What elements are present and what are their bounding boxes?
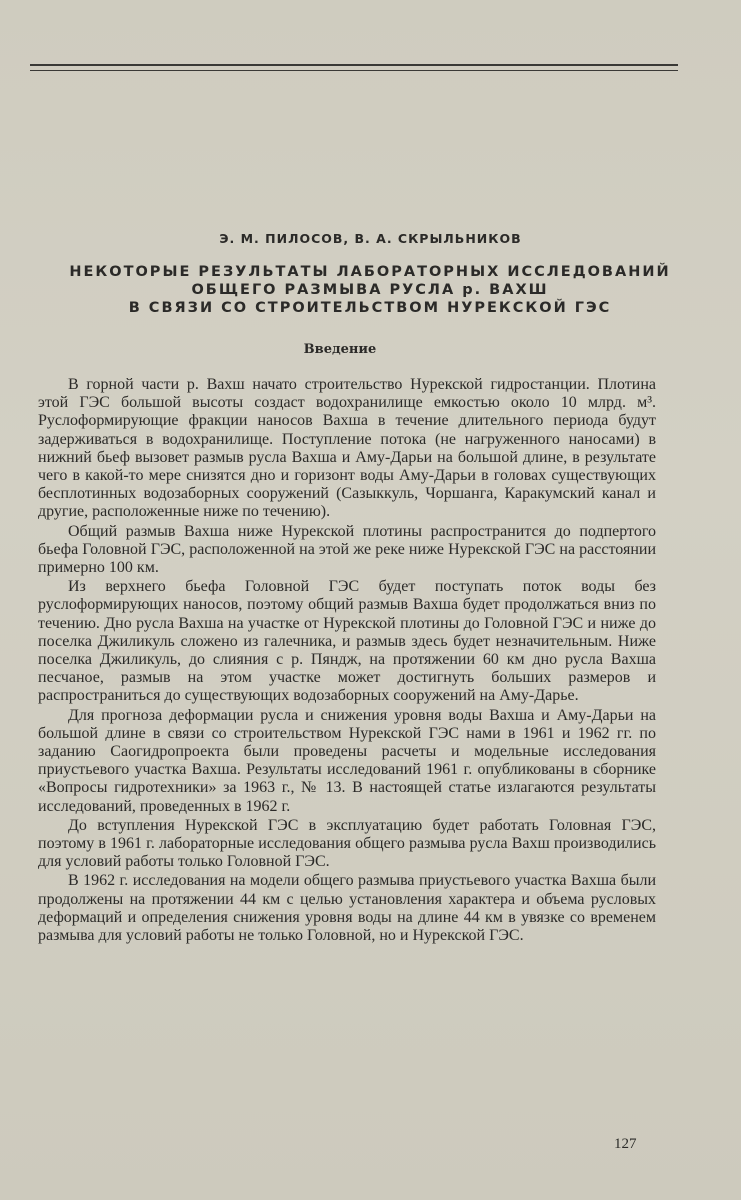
- paragraph-1: В горной части р. Вахш начато строительство Нурекской гидростанции. Плотина этой ГЭС большой высоты создаст водохранилище емкостью около 10 млрд. м³. Руслоформирующие фракции наносов Вахша в течение длительного периода будут задерживаться в водохранилище. Поступление потока (не нагруженного наносами) в нижний бьеф вызовет размыв русла Вахша и Аму-Дарьи на большой длине, в результате чего в какой-то мере снизятся дно и горизонт воды Аму-Дарьи в головах существующих бесплотинных водозаборных сооружений (Сазыккуль, Чоршанга, Каракумский канал и другие, расположенные ниже по течению).: [38, 376, 656, 521]
- page-number: 127: [614, 1136, 637, 1152]
- title-line-1: НЕКОТОРЫЕ РЕЗУЛЬТАТЫ ЛАБОРАТОРНЫХ ИССЛЕДОВАНИЙ: [69, 264, 671, 280]
- header-rule-thin: [30, 70, 678, 71]
- section-heading: Введение: [303, 342, 377, 357]
- paragraph-5: До вступления Нурекской ГЭС в эксплуатацию будет работать Головная ГЭС, поэтому в 1961 г. лабораторные исследования общего размыва русла Вахш производились для условий работы только Головной ГЭС.: [38, 816, 656, 871]
- paragraph-3: Из верхнего бьефа Головной ГЭС будет поступать поток воды без руслоформирующих наносов, поэтому общий размыв Вахша будет продолжаться вниз по течению. Дно русла Вахша на участке от Нурекской плотины до Головной ГЭС и ниже до поселка Джиликуль сложено из галечника, и размыв здесь будет незначительным. Ниже поселка Джиликуль, до слияния с р. Пяндж, на протяжении 60 км дно русла Вахша песчаное, размыв на этом участке может достигнуть больших размеров и распространиться до существующих водозаборных сооружений на Аму-Дарье.: [38, 578, 656, 705]
- header-rule-thick: [30, 64, 678, 66]
- paragraph-6: В 1962 г. исследования на модели общего размыва приустьевого участка Вахша были продолжены на протяжении 44 км с целью установления характера и объема русловых деформаций и определения снижения уровня воды на длине 44 км в увязке со временем размыва для условий работы не только Головной, но и Нурекской ГЭС.: [38, 872, 656, 945]
- article-title: [20, 263, 720, 317]
- authors-line: Э. М. ПИЛОСОВ, В. А. СКРЫЛЬНИКОВ: [219, 231, 522, 246]
- title-line-3: В СВЯЗИ СО СТРОИТЕЛЬСТВОМ НУРЕКСКОЙ ГЭС: [128, 300, 612, 316]
- article-body: [38, 376, 656, 946]
- paragraph-4: Для прогноза деформации русла и снижения уровня воды Вахша и Аму-Дарьи на большой длине в связи со строительством Нурекской ГЭС нами в 1961 и 1962 гг. по заданию Саогидропроекта были проведены расчеты и модельные исследования приустьевого участка Вахша. Результаты исследований 1961 г. опубликованы в сборнике «Вопросы гидротехники» за 1963 г., № 13. В настоящей статье излагаются результаты исследований, проведенных в 1962 г.: [38, 706, 656, 815]
- paragraph-2: Общий размыв Вахша ниже Нурекской плотины распространится до подпертого бьефа Головной ГЭС, расположенной на этой же реке ниже Нурекской ГЭС на расстоянии примерно 100 км.: [38, 522, 656, 577]
- title-line-2: ОБЩЕГО РАЗМЫВА РУСЛА р. ВАХШ: [191, 282, 549, 298]
